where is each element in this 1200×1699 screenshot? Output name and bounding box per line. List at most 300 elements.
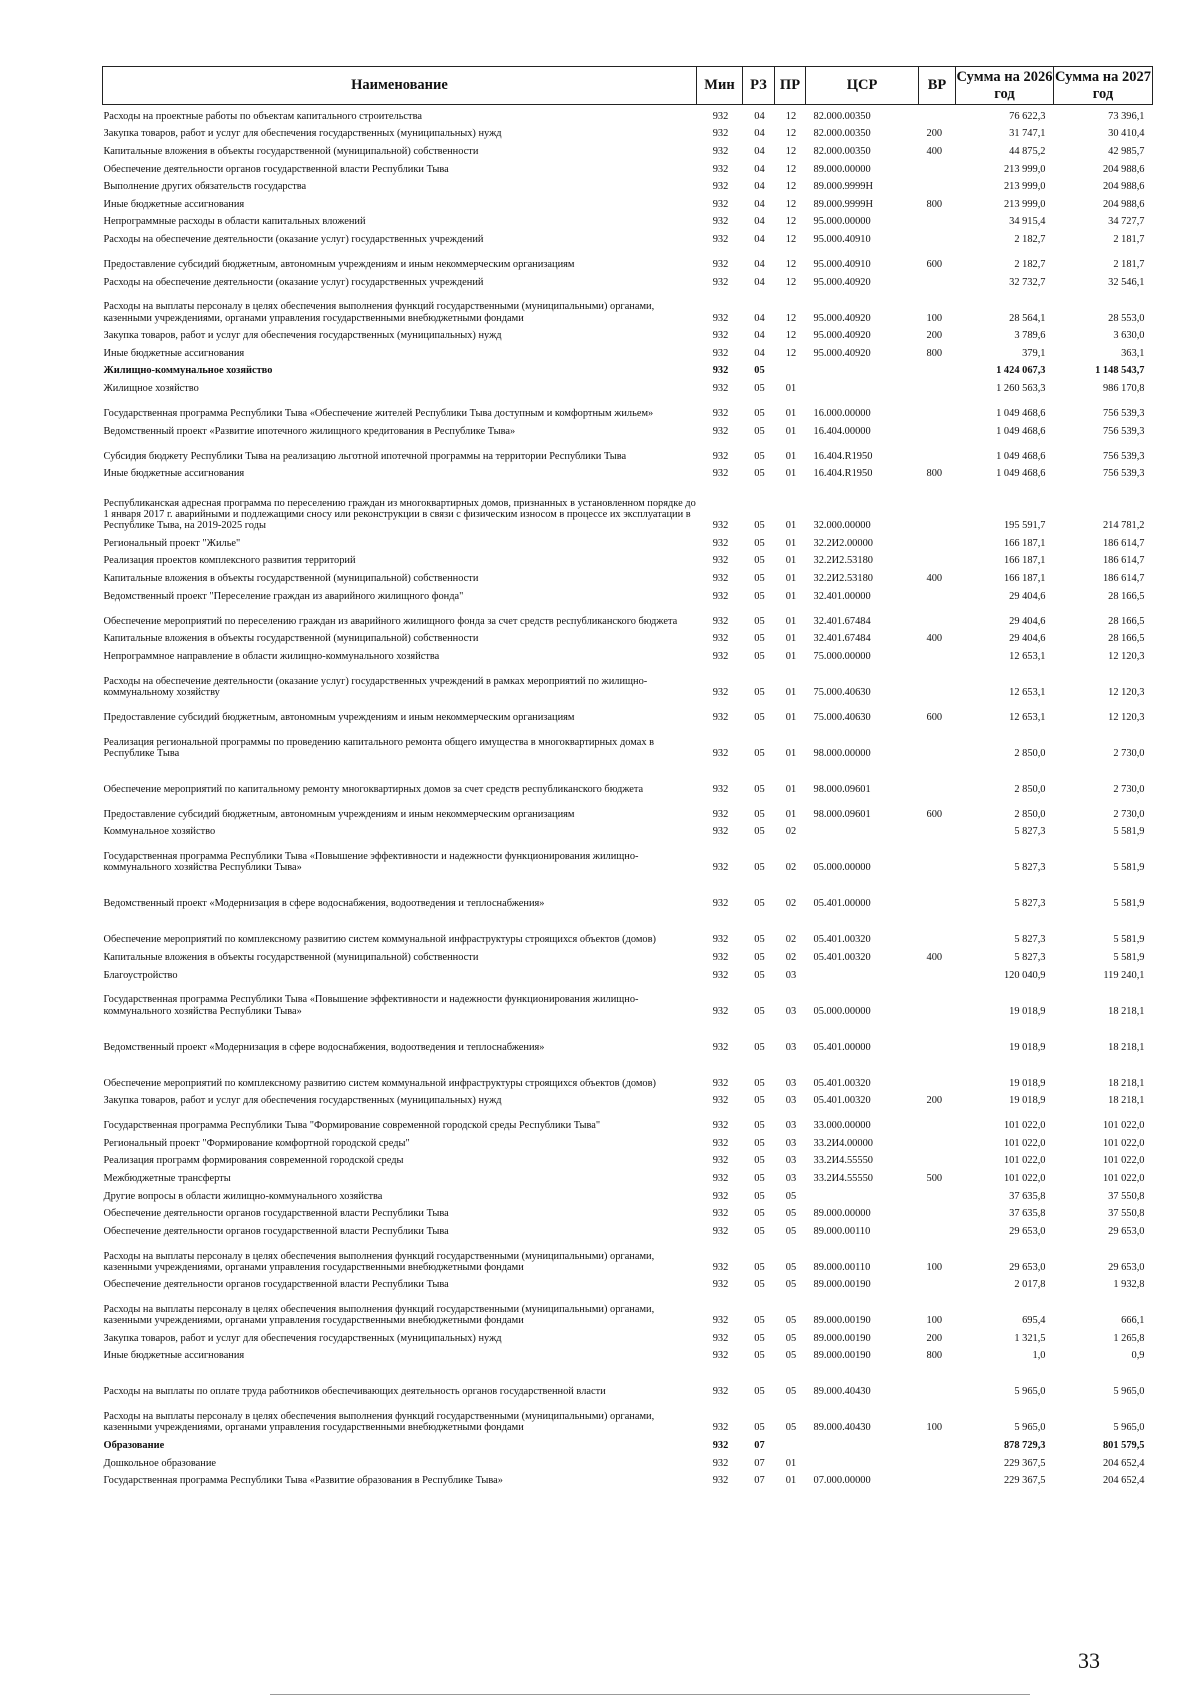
cell-rz: 05 xyxy=(754,1095,765,1107)
cell-sum-2027: 2 730,0 xyxy=(1113,783,1145,795)
cell-name: Другие вопросы в области жилищно-коммунального хозяйства xyxy=(103,1190,383,1202)
cell-rz: 05 xyxy=(754,826,765,838)
cell-pr: 01 xyxy=(785,633,797,645)
cell-name: Капитальные вложения в объекты государственной (муниципальной) собственности xyxy=(103,951,479,963)
cell-pr: 01 xyxy=(785,450,797,462)
cell-rz: 05 xyxy=(754,1208,765,1220)
cell-rz: 04 xyxy=(754,330,765,342)
cell-sum-2027: 1 148 543,7 xyxy=(1095,365,1145,377)
cell-vr xyxy=(919,662,956,698)
cell-sum-2027: 204 988,6 xyxy=(1102,181,1145,193)
cell-rz: 05 xyxy=(754,572,765,584)
cell-name: Государственная программа Республики Тыва «Обеспечение жителей Республики Тыва доступным и комфортным жильем» xyxy=(103,408,654,420)
cell-min: 932 xyxy=(712,1172,729,1184)
cell-name: Расходы на выплаты персоналу в целях обеспечения выполнения функций государственными (муниципальными) органами, казенными учреждениями, органами управления государственными внебюджетными фондами xyxy=(103,1304,655,1327)
cell-min: 932 xyxy=(712,425,729,437)
cell-name: Субсидия бюджету Республики Тыва на реализацию льготной ипотечной программы на территории Республики Тыва xyxy=(103,450,627,462)
table-row xyxy=(103,1273,1153,1291)
cell-sum-2026: 2 182,7 xyxy=(1014,234,1046,246)
cell-sum-2026: 195 591,7 xyxy=(1003,520,1046,532)
cell-min: 932 xyxy=(712,1279,729,1291)
cell-sum-2027: 1 265,8 xyxy=(1113,1332,1145,1344)
cell-csr: 05.401.00320 xyxy=(813,951,871,963)
cell-pr: 12 xyxy=(785,198,797,210)
cell-pr: 12 xyxy=(785,128,797,140)
cell-min: 932 xyxy=(712,783,729,795)
cell-name: Государственная программа Республики Тыва "Формирование современной городской среды Республики Тыва" xyxy=(103,1120,601,1132)
cell-pr: 01 xyxy=(785,383,797,395)
cell-sum-2027: 73 396,1 xyxy=(1108,110,1145,122)
table-row xyxy=(103,341,1153,359)
cell-min: 932 xyxy=(712,862,729,874)
cell-name: Ведомственный проект «Развитие ипотечного жилищного кредитования в Республике Тыва» xyxy=(103,425,516,437)
table-row xyxy=(103,963,1153,981)
cell-sum-2027: 32 546,1 xyxy=(1108,276,1145,288)
cell-min: 932 xyxy=(712,520,729,532)
cell-name: Капитальные вложения в объекты государственной (муниципальной) собственности xyxy=(103,146,479,158)
cell-sum-2027: 363,1 xyxy=(1121,347,1145,359)
table-row xyxy=(103,1089,1153,1107)
cell-csr: 95.000.40920 xyxy=(813,312,871,324)
cell-rz: 05 xyxy=(754,365,765,377)
cell-vr xyxy=(919,228,956,246)
cell-vr: 800 xyxy=(926,347,943,359)
cell-name: Республиканская адресная программа по переселению граждан из многоквартирных домов, признанных в установленном порядке до 1 января 2017 г. аварийными и подлежащими сносу или реконструкции в связи с физическим износом в процессе их эксплуатации в Республике Тыва, на 2019-2025 годы xyxy=(103,497,696,532)
cell-vr: 200 xyxy=(926,330,943,342)
cell-csr: 95.000.40910 xyxy=(813,259,871,271)
cell-name: Ведомственный проект "Переселение граждан из аварийного жилищного фонда" xyxy=(103,590,464,602)
cell-min: 932 xyxy=(712,181,729,193)
cell-vr: 500 xyxy=(926,1172,943,1184)
cell-sum-2026: 695,4 xyxy=(1022,1315,1046,1327)
cell-vr xyxy=(919,838,956,874)
cell-sum-2026: 5 827,3 xyxy=(1014,862,1046,874)
cell-rz: 05 xyxy=(754,1155,765,1167)
cell-min: 932 xyxy=(712,163,729,175)
cell-sum-2026: 101 022,0 xyxy=(1003,1120,1046,1132)
cell-min: 932 xyxy=(712,1225,729,1237)
cell-sum-2027: 204 988,6 xyxy=(1102,198,1145,210)
cell-vr: 600 xyxy=(926,808,943,820)
cell-pr: 03 xyxy=(785,1137,797,1149)
page-number: 33 xyxy=(1078,1648,1100,1673)
cell-vr: 400 xyxy=(926,633,943,645)
cell-sum-2026: 878 729,3 xyxy=(1003,1440,1046,1452)
cell-csr: 05.000.00000 xyxy=(813,862,871,874)
table-row xyxy=(103,1469,1153,1487)
cell-vr: 100 xyxy=(926,1261,943,1273)
cell-sum-2026: 166 187,1 xyxy=(1003,555,1046,567)
cell-csr: 89.000.00000 xyxy=(813,1208,871,1220)
cell-csr: 89.000.9999Н xyxy=(813,181,873,193)
cell-sum-2027: 2 181,7 xyxy=(1113,259,1145,271)
cell-rz: 04 xyxy=(754,312,765,324)
cell-sum-2027: 5 581,9 xyxy=(1113,862,1145,874)
cell-rz: 04 xyxy=(754,163,765,175)
cell-min: 932 xyxy=(712,146,729,158)
cell-name: Непрограммные расходы в области капитальных вложений xyxy=(103,216,366,228)
cell-csr xyxy=(806,1434,919,1452)
cell-pr: 05 xyxy=(785,1386,797,1398)
header-pr: ПР xyxy=(775,67,806,105)
cell-rz: 05 xyxy=(754,425,765,437)
table-row xyxy=(103,838,1153,874)
cell-name: Ведомственный проект «Модернизация в сфере водоснабжения, водоотведения и теплоснабжения» xyxy=(103,898,545,910)
cell-pr: 02 xyxy=(785,898,797,910)
cell-csr: 95.000.00000 xyxy=(813,216,871,228)
cell-min: 932 xyxy=(712,365,729,377)
cell-sum-2026: 29 404,6 xyxy=(1009,633,1046,645)
cell-csr: 33.2И4.55550 xyxy=(813,1155,873,1167)
table-row xyxy=(103,1291,1153,1327)
cell-sum-2026: 5 827,3 xyxy=(1014,951,1046,963)
cell-rz: 05 xyxy=(754,862,765,874)
cell-min: 932 xyxy=(712,1077,729,1089)
cell-pr: 02 xyxy=(785,862,797,874)
cell-rz: 05 xyxy=(754,1190,765,1202)
cell-sum-2027: 3 630,0 xyxy=(1113,330,1145,342)
cell-min: 932 xyxy=(712,468,729,480)
cell-pr: 01 xyxy=(785,425,797,437)
cell-sum-2027: 186 614,7 xyxy=(1102,555,1145,567)
table-row xyxy=(103,549,1153,567)
cell-sum-2026: 5 827,3 xyxy=(1014,934,1046,946)
table-row xyxy=(103,1017,1153,1053)
cell-sum-2027: 119 240,1 xyxy=(1103,969,1145,981)
cell-name: Иные бюджетные ассигнования xyxy=(103,468,245,480)
cell-pr: 12 xyxy=(785,312,797,324)
cell-csr: 89.000.00110 xyxy=(813,1225,871,1237)
cell-rz: 05 xyxy=(754,1005,765,1017)
cell-vr xyxy=(919,105,956,123)
table-row xyxy=(103,1237,1153,1273)
cell-min: 932 xyxy=(712,312,729,324)
cell-sum-2026: 229 367,5 xyxy=(1003,1475,1046,1487)
table-row xyxy=(103,1398,1153,1434)
cell-min: 932 xyxy=(712,808,729,820)
cell-sum-2027: 756 539,3 xyxy=(1102,468,1145,480)
cell-rz: 05 xyxy=(754,650,765,662)
cell-name: Иные бюджетные ассигнования xyxy=(103,347,245,359)
cell-sum-2026: 2 182,7 xyxy=(1014,259,1046,271)
cell-csr: 16.000.00000 xyxy=(813,408,871,420)
cell-rz: 05 xyxy=(754,450,765,462)
cell-rz: 05 xyxy=(754,633,765,645)
cell-name: Обеспечение мероприятий по комплексному развитию систем коммунальной инфраструктуры строящихся объектов (домов) xyxy=(103,934,656,946)
cell-min: 932 xyxy=(712,1005,729,1017)
cell-name: Выполнение других обязательств государства xyxy=(103,181,307,193)
cell-sum-2026: 1 049 468,6 xyxy=(996,425,1046,437)
cell-pr: 05 xyxy=(785,1190,797,1202)
cell-vr xyxy=(919,531,956,549)
header-sum-2027: Сумма на 2027 год xyxy=(1054,67,1153,105)
cell-csr: 05.401.00320 xyxy=(813,1095,871,1107)
table-row xyxy=(103,462,1153,480)
cell-vr: 800 xyxy=(926,468,943,480)
table-row xyxy=(103,210,1153,228)
cell-pr: 12 xyxy=(785,110,797,122)
table-row xyxy=(103,584,1153,602)
cell-min: 932 xyxy=(712,826,729,838)
cell-vr: 400 xyxy=(926,572,943,584)
cell-rz: 04 xyxy=(754,347,765,359)
cell-name: Государственная программа Республики Тыва «Повышение эффективности и надежности функционирования жилищно-коммунального хозяйства Республики Тыва» xyxy=(103,994,639,1017)
cell-name: Расходы на проектные работы по объектам капитального строительства xyxy=(103,110,422,122)
cell-min: 932 xyxy=(712,259,729,271)
cell-sum-2026: 29 653,0 xyxy=(1009,1225,1046,1237)
cell-vr: 800 xyxy=(926,198,943,210)
cell-vr xyxy=(919,549,956,567)
cell-csr: 89.000.9999Н xyxy=(813,198,873,210)
cell-csr: 89.000.00190 xyxy=(813,1279,871,1291)
cell-min: 932 xyxy=(712,1315,729,1327)
cell-min: 932 xyxy=(712,234,729,246)
cell-pr: 05 xyxy=(785,1261,797,1273)
cell-vr xyxy=(919,1149,956,1167)
cell-rz: 05 xyxy=(754,934,765,946)
cell-pr: 01 xyxy=(785,747,797,759)
cell-name: Образование xyxy=(103,1440,165,1452)
cell-sum-2027: 5 581,9 xyxy=(1113,826,1145,838)
cell-sum-2027: 204 988,6 xyxy=(1102,163,1145,175)
table-row xyxy=(103,1149,1153,1167)
cell-csr: 05.401.00320 xyxy=(813,934,871,946)
cell-csr: 33.2И4.55550 xyxy=(813,1172,873,1184)
cell-csr: 33.000.00000 xyxy=(813,1120,871,1132)
cell-csr: 32.401.67484 xyxy=(813,615,871,627)
cell-rz: 05 xyxy=(754,1261,765,1273)
table-row xyxy=(103,981,1153,1017)
cell-min: 932 xyxy=(712,276,729,288)
cell-min: 932 xyxy=(712,572,729,584)
cell-sum-2027: 186 614,7 xyxy=(1102,572,1145,584)
cell-vr xyxy=(919,1469,956,1487)
cell-rz: 05 xyxy=(754,615,765,627)
cell-rz: 05 xyxy=(754,590,765,602)
cell-vr: 800 xyxy=(926,1350,943,1362)
table-row xyxy=(103,288,1153,324)
cell-sum-2026: 229 367,5 xyxy=(1003,1457,1046,1469)
cell-min: 932 xyxy=(712,633,729,645)
cell-rz: 05 xyxy=(754,555,765,567)
cell-vr xyxy=(919,820,956,838)
cell-sum-2026: 213 999,0 xyxy=(1003,163,1046,175)
cell-sum-2027: 28 553,0 xyxy=(1108,312,1145,324)
cell-vr: 600 xyxy=(926,711,943,723)
cell-pr: 05 xyxy=(785,1279,797,1291)
cell-csr: 95.000.40920 xyxy=(813,347,871,359)
cell-pr: 01 xyxy=(785,1457,797,1469)
cell-vr xyxy=(919,910,956,946)
cell-csr: 05.401.00000 xyxy=(813,1041,871,1053)
cell-sum-2027: 12 120,3 xyxy=(1108,711,1145,723)
cell-vr xyxy=(919,210,956,228)
cell-name: Обеспечение мероприятий по комплексному развитию систем коммунальной инфраструктуры строящихся объектов (домов) xyxy=(103,1077,656,1089)
cell-vr xyxy=(919,1184,956,1202)
cell-sum-2027: 12 120,3 xyxy=(1108,650,1145,662)
cell-vr xyxy=(919,359,956,377)
cell-name: Межбюджетные трансферты xyxy=(103,1172,231,1184)
cell-sum-2026: 1 049 468,6 xyxy=(996,450,1046,462)
cell-rz: 05 xyxy=(754,468,765,480)
cell-pr: 01 xyxy=(785,615,797,627)
cell-name: Реализация программ формирования современной городской среды xyxy=(103,1155,404,1167)
cell-name: Расходы на обеспечение деятельности (оказание услуг) государственных учреждений xyxy=(103,234,484,246)
cell-csr: 16.404.00000 xyxy=(813,425,871,437)
scan-artifact-line xyxy=(270,1694,1030,1695)
cell-sum-2027: 204 652,4 xyxy=(1102,1475,1145,1487)
cell-rz: 05 xyxy=(754,951,765,963)
cell-rz: 05 xyxy=(754,1279,765,1291)
cell-rz: 04 xyxy=(754,216,765,228)
table-row xyxy=(103,759,1153,795)
cell-csr: 89.000.00110 xyxy=(813,1261,871,1273)
cell-min: 932 xyxy=(712,686,729,698)
cell-min: 932 xyxy=(712,1475,729,1487)
cell-sum-2027: 12 120,3 xyxy=(1108,686,1145,698)
cell-sum-2026: 1 049 468,6 xyxy=(996,468,1046,480)
cell-name: Непрограммное направление в области жилищно-коммунального хозяйства xyxy=(103,650,440,662)
cell-sum-2027: 666,1 xyxy=(1121,1315,1145,1327)
cell-min: 932 xyxy=(712,951,729,963)
cell-min: 932 xyxy=(712,1190,729,1202)
cell-csr xyxy=(806,1451,919,1469)
cell-rz: 04 xyxy=(754,276,765,288)
cell-pr: 03 xyxy=(785,1172,797,1184)
cell-pr: 01 xyxy=(785,537,797,549)
cell-name: Региональный проект "Формирование комфортной городской среды" xyxy=(103,1137,410,1149)
table-row xyxy=(103,1451,1153,1469)
cell-csr: 32.401.00000 xyxy=(813,590,871,602)
table-row xyxy=(103,377,1153,395)
cell-pr: 03 xyxy=(785,1005,797,1017)
table-row xyxy=(103,602,1153,627)
cell-sum-2027: 29 653,0 xyxy=(1108,1261,1145,1273)
cell-pr: 03 xyxy=(785,1095,797,1107)
cell-sum-2027: 28 166,5 xyxy=(1108,615,1145,627)
cell-min: 932 xyxy=(712,590,729,602)
cell-vr xyxy=(919,1202,956,1220)
cell-vr: 200 xyxy=(926,1095,943,1107)
cell-csr: 98.000.09601 xyxy=(813,783,871,795)
cell-min: 932 xyxy=(712,347,729,359)
cell-vr xyxy=(919,377,956,395)
cell-csr: 16.404.R1950 xyxy=(813,468,873,480)
cell-rz: 04 xyxy=(754,128,765,140)
cell-min: 932 xyxy=(712,450,729,462)
cell-csr: 82.000.00350 xyxy=(813,128,871,140)
cell-min: 932 xyxy=(712,1422,729,1434)
header-name: Наименование xyxy=(103,67,697,105)
cell-min: 932 xyxy=(712,1332,729,1344)
cell-sum-2026: 28 564,1 xyxy=(1009,312,1046,324)
cell-sum-2026: 101 022,0 xyxy=(1003,1137,1046,1149)
cell-min: 932 xyxy=(712,1440,729,1452)
cell-pr: 02 xyxy=(785,826,797,838)
cell-pr: 05 xyxy=(785,1225,797,1237)
cell-vr xyxy=(919,584,956,602)
cell-name: Предоставление субсидий бюджетным, автономным учреждениям и иным некоммерческим организациям xyxy=(103,808,575,820)
cell-name: Жилищно-коммунальное хозяйство xyxy=(103,365,273,377)
cell-csr: 82.000.00350 xyxy=(813,146,871,158)
cell-pr: 01 xyxy=(785,520,797,532)
table-row xyxy=(103,1362,1153,1398)
cell-min: 932 xyxy=(712,1386,729,1398)
cell-csr: 32.000.00000 xyxy=(813,520,871,532)
cell-rz: 07 xyxy=(754,1440,765,1452)
cell-pr: 12 xyxy=(785,259,797,271)
table-row xyxy=(103,1344,1153,1362)
cell-rz: 04 xyxy=(754,181,765,193)
cell-vr xyxy=(919,874,956,910)
cell-sum-2026: 5 965,0 xyxy=(1014,1422,1046,1434)
cell-csr: 89.000.00190 xyxy=(813,1332,871,1344)
cell-name: Предоставление субсидий бюджетным, автономным учреждениям и иным некоммерческим организациям xyxy=(103,259,575,271)
cell-sum-2026: 76 622,3 xyxy=(1009,110,1046,122)
cell-sum-2027: 204 652,4 xyxy=(1102,1457,1145,1469)
cell-min: 932 xyxy=(712,198,729,210)
cell-vr xyxy=(919,270,956,288)
cell-sum-2026: 101 022,0 xyxy=(1003,1155,1046,1167)
cell-rz: 05 xyxy=(754,1386,765,1398)
cell-sum-2027: 986 170,8 xyxy=(1102,383,1145,395)
cell-pr: 03 xyxy=(785,1120,797,1132)
cell-sum-2027: 0,9 xyxy=(1131,1350,1145,1362)
header-csr: ЦСР xyxy=(806,67,919,105)
cell-pr: 12 xyxy=(785,276,797,288)
cell-sum-2027: 2 730,0 xyxy=(1113,808,1145,820)
cell-vr xyxy=(919,437,956,462)
cell-pr: 12 xyxy=(785,163,797,175)
cell-sum-2026: 2 850,0 xyxy=(1014,747,1046,759)
cell-min: 932 xyxy=(712,408,729,420)
cell-csr: 16.404.R1950 xyxy=(813,450,873,462)
cell-pr: 01 xyxy=(785,555,797,567)
table-row xyxy=(103,644,1153,662)
cell-min: 932 xyxy=(712,330,729,342)
table-row xyxy=(103,910,1153,946)
cell-name: Жилищное хозяйство xyxy=(103,383,199,395)
cell-pr xyxy=(775,359,806,377)
header-min: Мин xyxy=(697,67,743,105)
cell-csr: 07.000.00000 xyxy=(813,1475,871,1487)
table-row xyxy=(103,795,1153,820)
cell-pr: 05 xyxy=(785,1315,797,1327)
cell-vr xyxy=(919,1451,956,1469)
cell-sum-2026: 19 018,9 xyxy=(1009,1077,1046,1089)
cell-sum-2026: 29 404,6 xyxy=(1009,590,1046,602)
cell-sum-2026: 34 915,4 xyxy=(1009,216,1046,228)
cell-pr: 12 xyxy=(785,234,797,246)
cell-sum-2026: 2 017,8 xyxy=(1014,1279,1046,1291)
table-row xyxy=(103,1219,1153,1237)
cell-vr xyxy=(919,1131,956,1149)
cell-name: Коммунальное хозяйство xyxy=(103,826,216,838)
cell-sum-2027: 18 218,1 xyxy=(1108,1005,1145,1017)
cell-csr xyxy=(806,963,919,981)
cell-rz: 05 xyxy=(754,808,765,820)
table-row xyxy=(103,157,1153,175)
cell-pr: 05 xyxy=(785,1350,797,1362)
cell-pr: 12 xyxy=(785,330,797,342)
table-row xyxy=(103,324,1153,342)
cell-csr: 32.2И2.00000 xyxy=(813,537,873,549)
cell-name: Расходы на обеспечение деятельности (оказание услуг) государственных учреждений xyxy=(103,276,484,288)
cell-vr xyxy=(919,479,956,531)
cell-rz: 04 xyxy=(754,234,765,246)
cell-sum-2026: 31 747,1 xyxy=(1009,128,1046,140)
cell-min: 932 xyxy=(712,1350,729,1362)
